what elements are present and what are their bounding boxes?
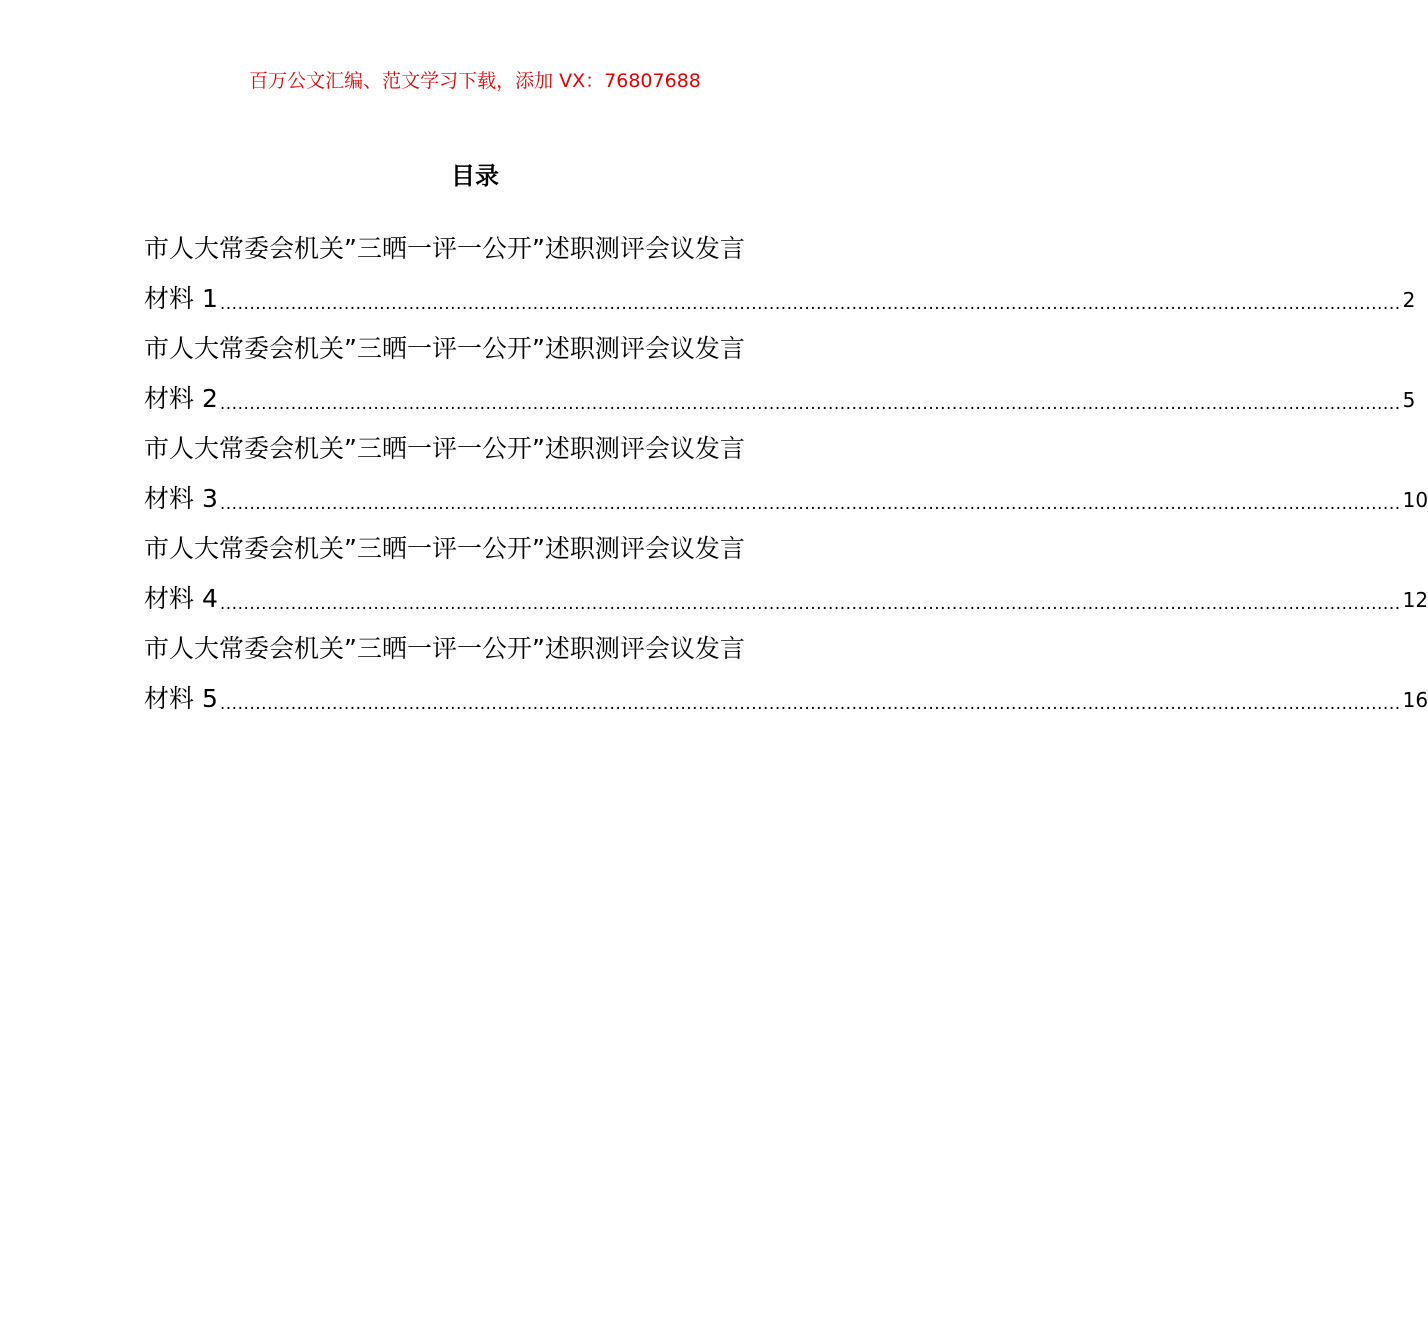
toc-entry-title: 市人大常委会机关”三晒一评一公开”述职测评会议发言	[144, 634, 745, 663]
header-banner: 百万公文汇编、范文学习下载，添加 VX：76807688	[249, 70, 701, 92]
toc-entry-4[interactable]	[144, 524, 1428, 624]
toc-list	[144, 224, 1428, 724]
toc-entry-subtitle: 材料 4	[144, 584, 218, 613]
toc-page-number: 12	[1402, 588, 1428, 612]
toc-entry-2[interactable]	[144, 324, 1416, 424]
toc-page-number: 5	[1402, 388, 1416, 412]
toc-page-number: 10	[1402, 488, 1428, 512]
toc-entry-3[interactable]	[144, 424, 1428, 524]
toc-entry-subtitle: 材料 5	[144, 684, 218, 713]
toc-dot-leader: ........................................................................................................................................................................................................	[219, 294, 1401, 314]
toc-entry-title: 市人大常委会机关”三晒一评一公开”述职测评会议发言	[144, 534, 745, 563]
toc-entry-subtitle: 材料 2	[144, 384, 218, 413]
toc-title: 目录	[451, 162, 499, 190]
toc-page-number: 16	[1402, 688, 1428, 712]
toc-entry-1[interactable]	[144, 224, 1416, 324]
toc-entry-title: 市人大常委会机关”三晒一评一公开”述职测评会议发言	[144, 334, 745, 363]
toc-dot-leader: ........................................................................................................................................................................................................	[219, 694, 1401, 714]
toc-entry-subtitle: 材料 1	[144, 284, 218, 313]
toc-dot-leader: ........................................................................................................................................................................................................	[219, 594, 1401, 614]
toc-page-number: 2	[1402, 288, 1416, 312]
toc-entry-title: 市人大常委会机关”三晒一评一公开”述职测评会议发言	[144, 434, 745, 463]
toc-entry-subtitle: 材料 3	[144, 484, 218, 513]
toc-entry-title: 市人大常委会机关”三晒一评一公开”述职测评会议发言	[144, 234, 745, 263]
toc-dot-leader: ........................................................................................................................................................................................................	[219, 494, 1401, 514]
toc-entry-5[interactable]	[144, 624, 1428, 724]
toc-dot-leader: ........................................................................................................................................................................................................	[219, 394, 1401, 414]
